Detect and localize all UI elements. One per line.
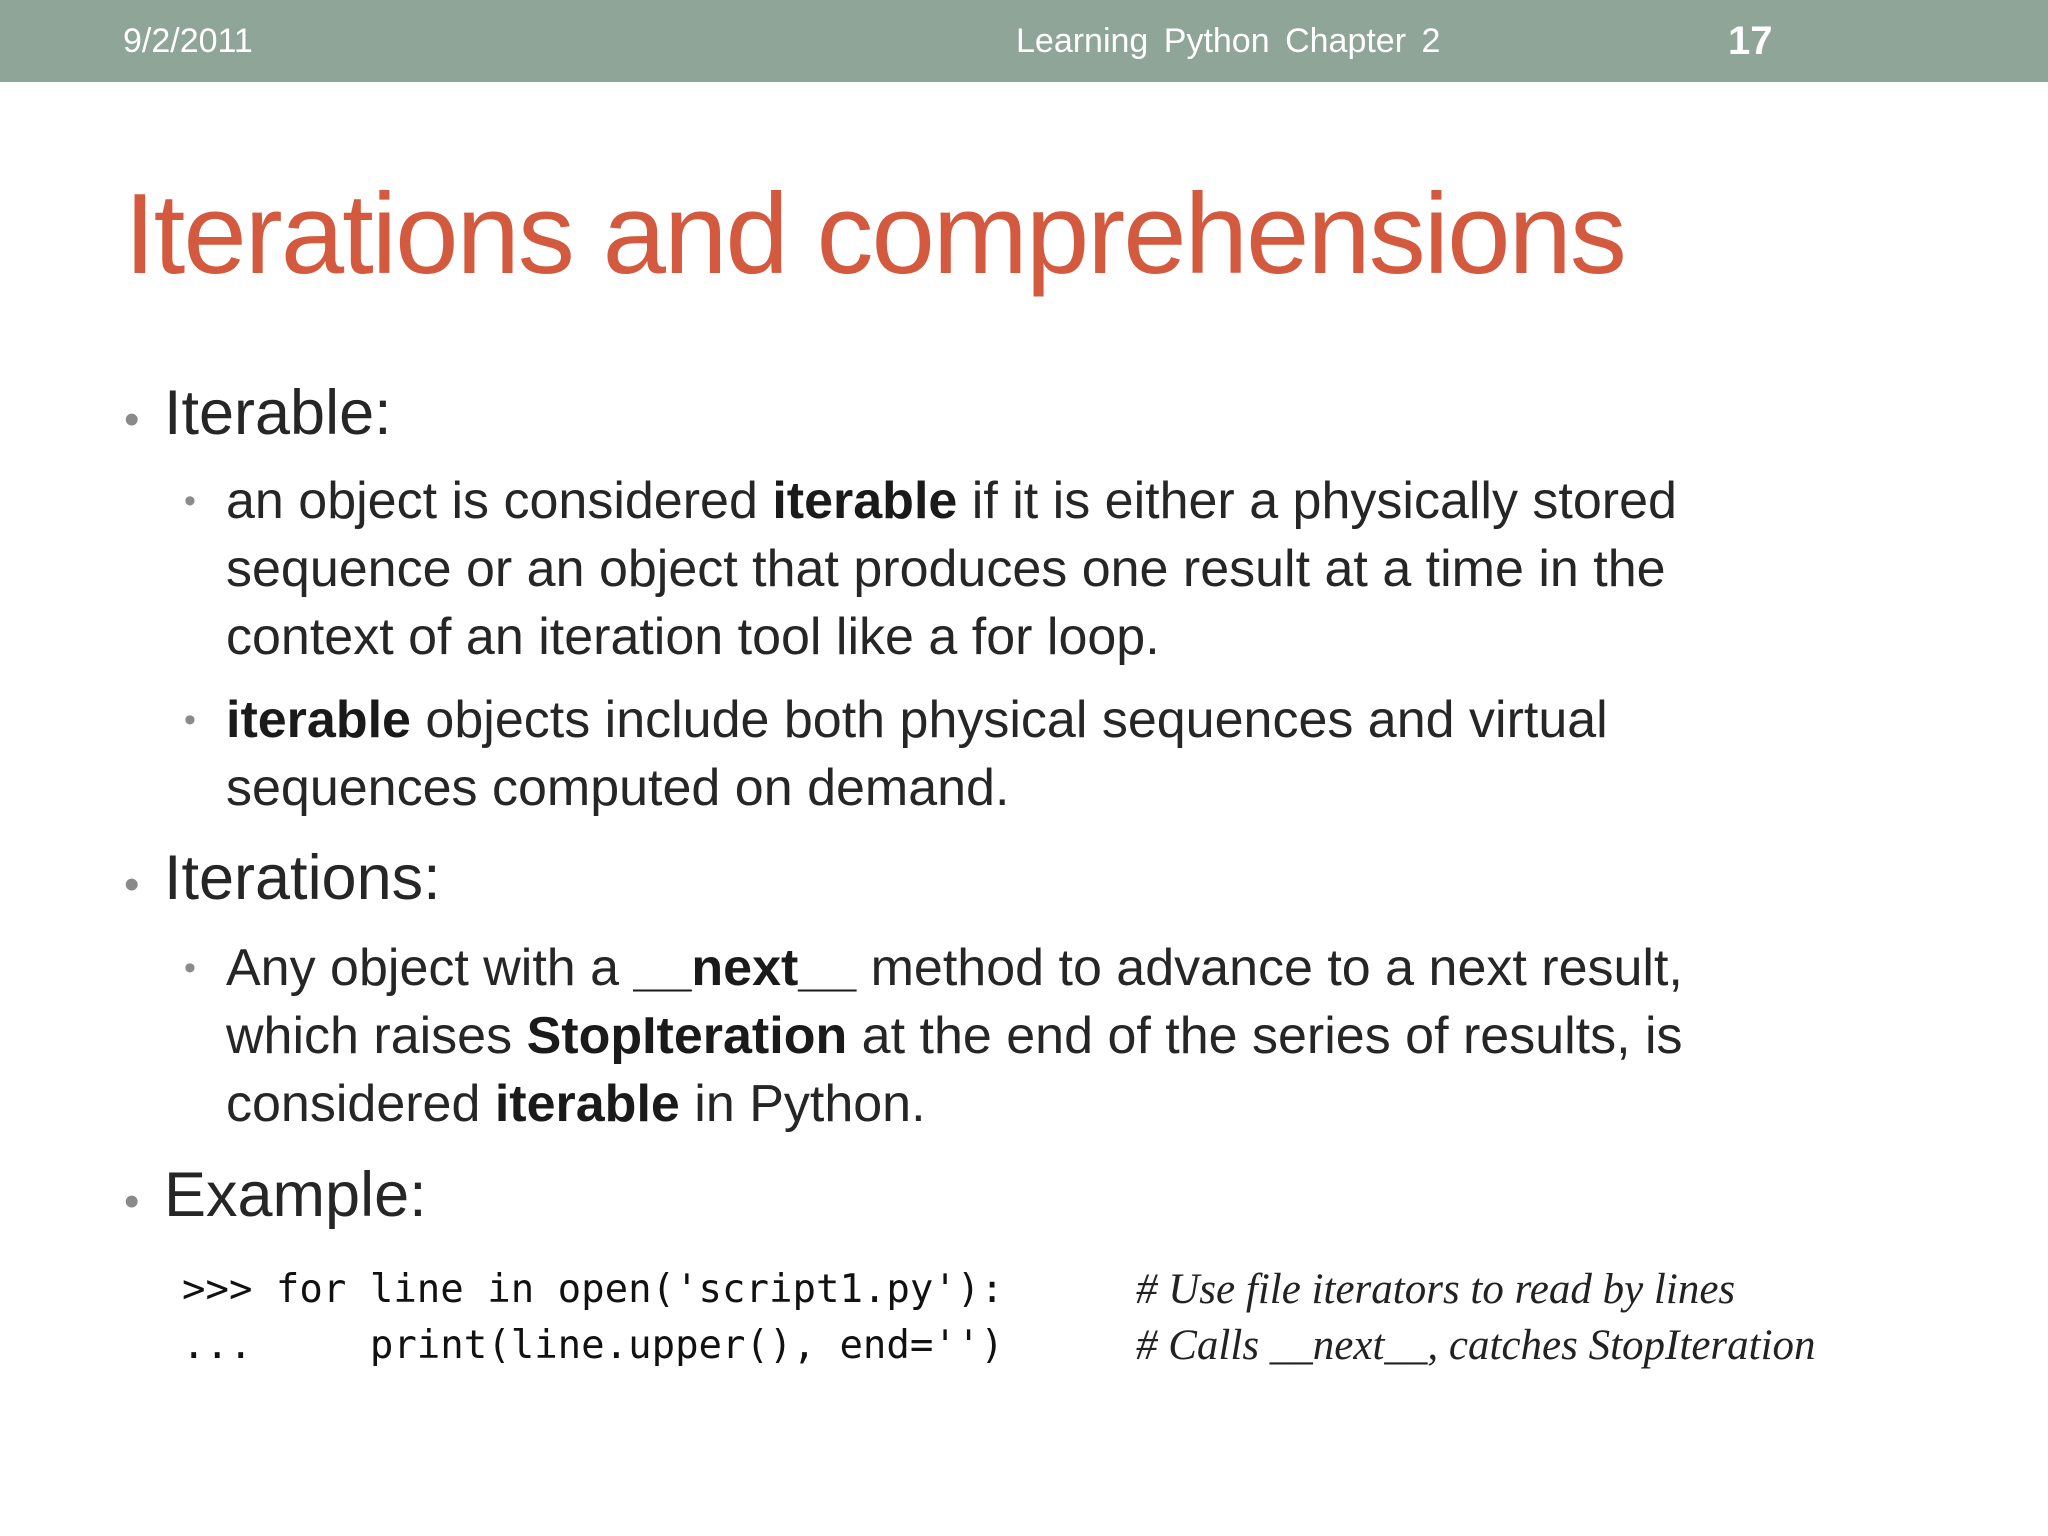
slide-date: 9/2/2011 — [123, 22, 253, 60]
slide-page-number: 17 — [1728, 19, 1773, 63]
bullet-marker: • — [124, 395, 140, 444]
bullet-marker: • — [124, 1177, 140, 1226]
bullet-marker: • — [184, 949, 196, 987]
section-heading-iterations: Iterations: — [164, 843, 441, 913]
bullet-marker: • — [184, 482, 196, 520]
iterable-objects-note — [226, 686, 1866, 822]
section-heading-iterable: Iterable: — [164, 378, 392, 448]
presentation-title: Learning Python Chapter 2 — [1016, 22, 1441, 60]
iterable-definition — [226, 467, 1866, 671]
code-comment: # Calls __next__, catches StopIteration — [1136, 1322, 1816, 1369]
code-comment: # Use file iterators to read by lines — [1136, 1266, 1736, 1313]
slide-title: Iterations and comprehensions — [124, 171, 1625, 298]
text-line: an object is considered iterable if it is either a physically stored — [226, 472, 1677, 530]
text-line: sequences computed on demand. — [226, 759, 1010, 817]
header-bar — [0, 0, 2048, 82]
text-line: which raises StopIteration at the end of the series of results, is — [226, 1007, 1683, 1065]
text-line: iterable objects include both physical sequences and virtual — [226, 691, 1608, 749]
code-line: >>> for line in open('script1.py'): — [182, 1267, 1004, 1312]
section-heading-example: Example: — [164, 1160, 427, 1230]
iterations-definition — [226, 934, 1866, 1138]
text-line: context of an iteration tool like a for loop. — [226, 608, 1160, 666]
text-line: Any object with a __next__ method to advance to a next result, — [226, 939, 1683, 997]
text-line: considered iterable in Python. — [226, 1075, 926, 1133]
code-line: ... print(line.upper(), end='') — [182, 1323, 1004, 1368]
bullet-marker: • — [184, 701, 196, 739]
bullet-marker: • — [124, 860, 140, 909]
text-line: sequence or an object that produces one result at a time in the — [226, 540, 1666, 598]
